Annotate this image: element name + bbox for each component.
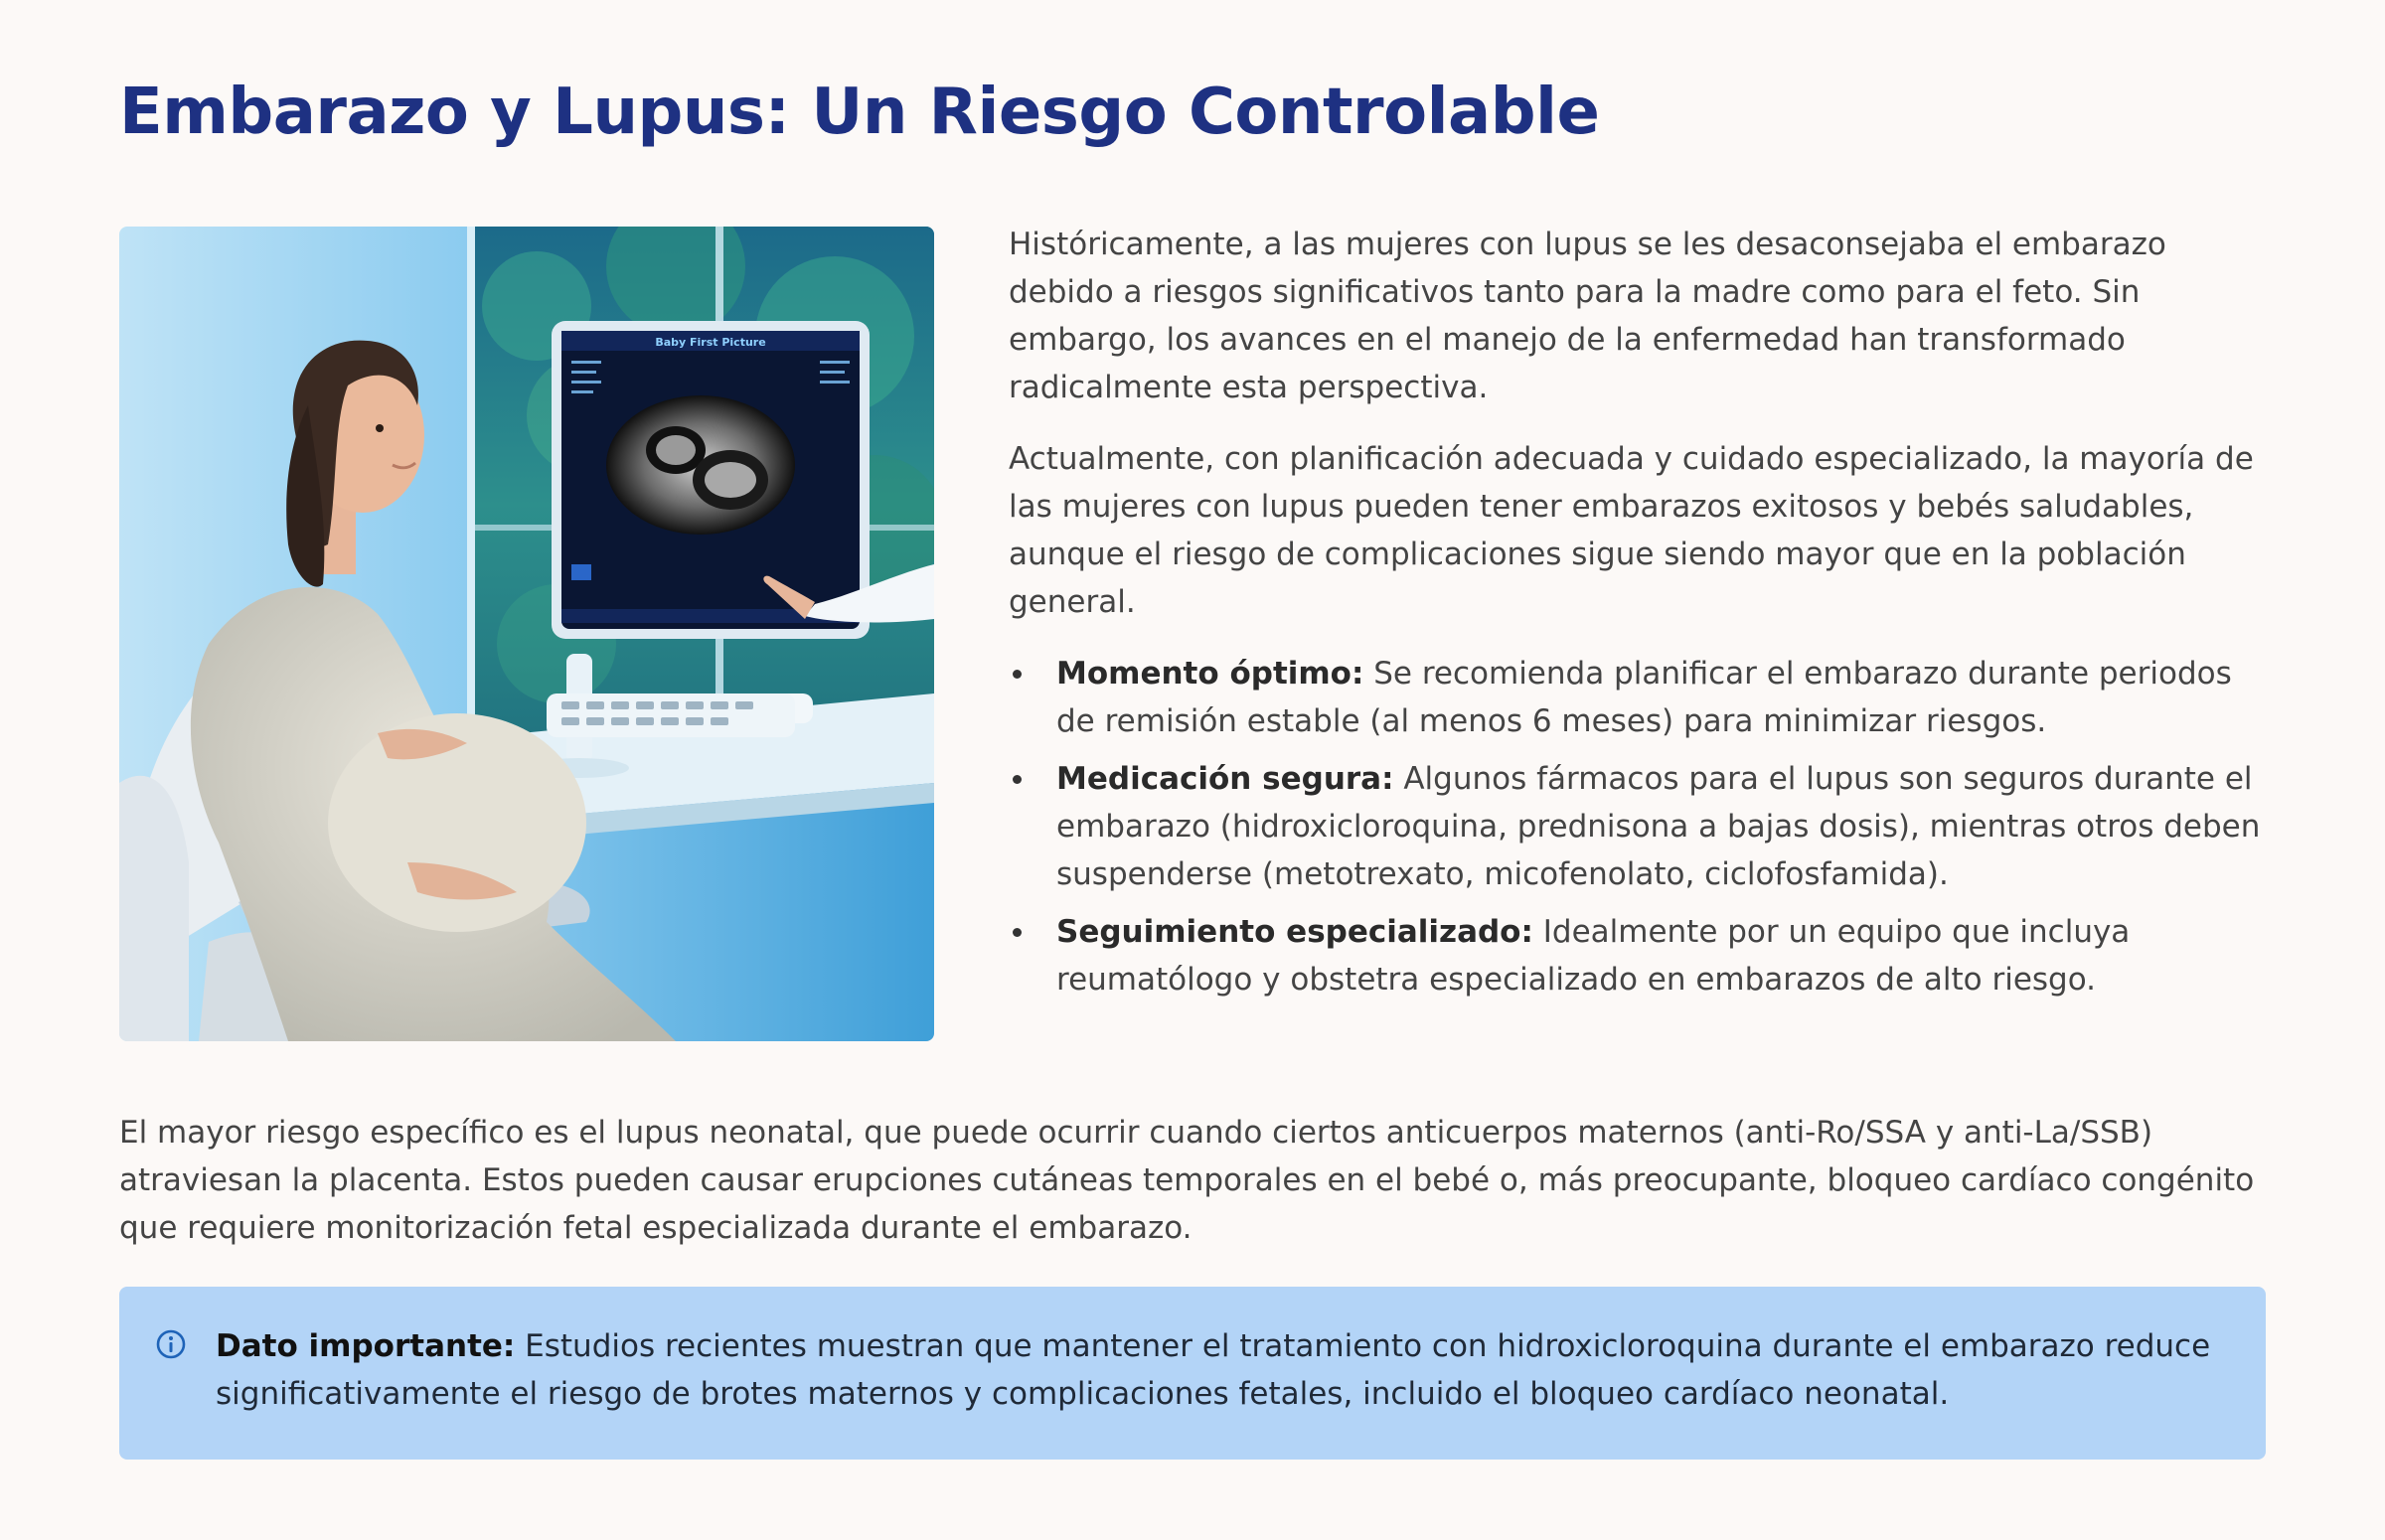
list-item <box>1009 755 2271 898</box>
intro-paragraph: Históricamente, a las mujeres con lupus se les desaconsejaba el embarazo debido a riesgos significativos tanto para la madre como para el feto. Sin embargo, los avances en el manejo de la enfermedad han transformado radicalmente esta perspectiva. <box>1009 227 2166 405</box>
list-item-label: Seguimiento especializado: <box>1056 914 1533 950</box>
pregnancy-ultrasound-photo <box>119 227 934 1041</box>
list-item-label: Medicación segura: <box>1056 761 1394 797</box>
current-outlook-paragraph: Actualmente, con planificación adecuada y cuidado especializado, la mayoría de las mujeres con lupus pueden tener embarazos exitosos y bebés saludables, aunque el riesgo de complicaciones sigue siendo mayor que en la población general. <box>1009 441 2254 620</box>
screen-caption: Baby First Picture <box>655 336 766 349</box>
bullet-icon <box>1013 775 1022 784</box>
callout-label: Dato importante: <box>216 1328 516 1364</box>
important-fact-callout <box>119 1287 2266 1460</box>
bullet-icon <box>1013 928 1022 937</box>
callout-body: Estudios recientes muestran que mantener el tratamiento con hidroxicloroquina durante el embarazo reduce significativamente el riesgo de brotes maternos y complicaciones fetales, incluido el bloqueo cardíaco neonatal. <box>216 1328 2211 1412</box>
page-title: Embarazo y Lupus: Un Riesgo Controlable <box>119 76 1600 149</box>
bullet-icon <box>1013 670 1022 679</box>
list-item-label: Momento óptimo: <box>1056 656 1364 692</box>
recommendations-list <box>1009 650 2271 1003</box>
list-item <box>1009 650 2271 745</box>
list-item-text: Idealmente por un equipo que incluya reumatólogo y obstetra especializado en embarazos de alto riesgo. <box>1056 914 2131 998</box>
list-item-text: Se recomienda planificar el embarazo durante periodos de remisión estable (al menos 6 meses) para minimizar riesgos. <box>1056 656 2232 739</box>
callout-text <box>216 1322 2226 1418</box>
list-item-text: Algunos fármacos para el lupus son seguros durante el embarazo (hidroxicloroquina, prednisona a bajas dosis), mientras otros deben suspenderse (metotrexato, micofenolato, ciclofosfamida). <box>1056 761 2261 892</box>
main-text-column <box>1009 221 2271 1013</box>
info-icon <box>155 1328 187 1360</box>
list-item <box>1009 908 2271 1003</box>
neonatal-lupus-paragraph: El mayor riesgo específico es el lupus neonatal, que puede ocurrir cuando ciertos anticuerpos maternos (anti-Ro/SSA y anti-La/SSB) atraviesan la placenta. Estos pueden causar erupciones cutáneas temporales en el bebé o, más preocupante, bloqueo cardíaco congénito que requiere monitorización fetal especializada durante el embarazo. <box>119 1115 2255 1246</box>
